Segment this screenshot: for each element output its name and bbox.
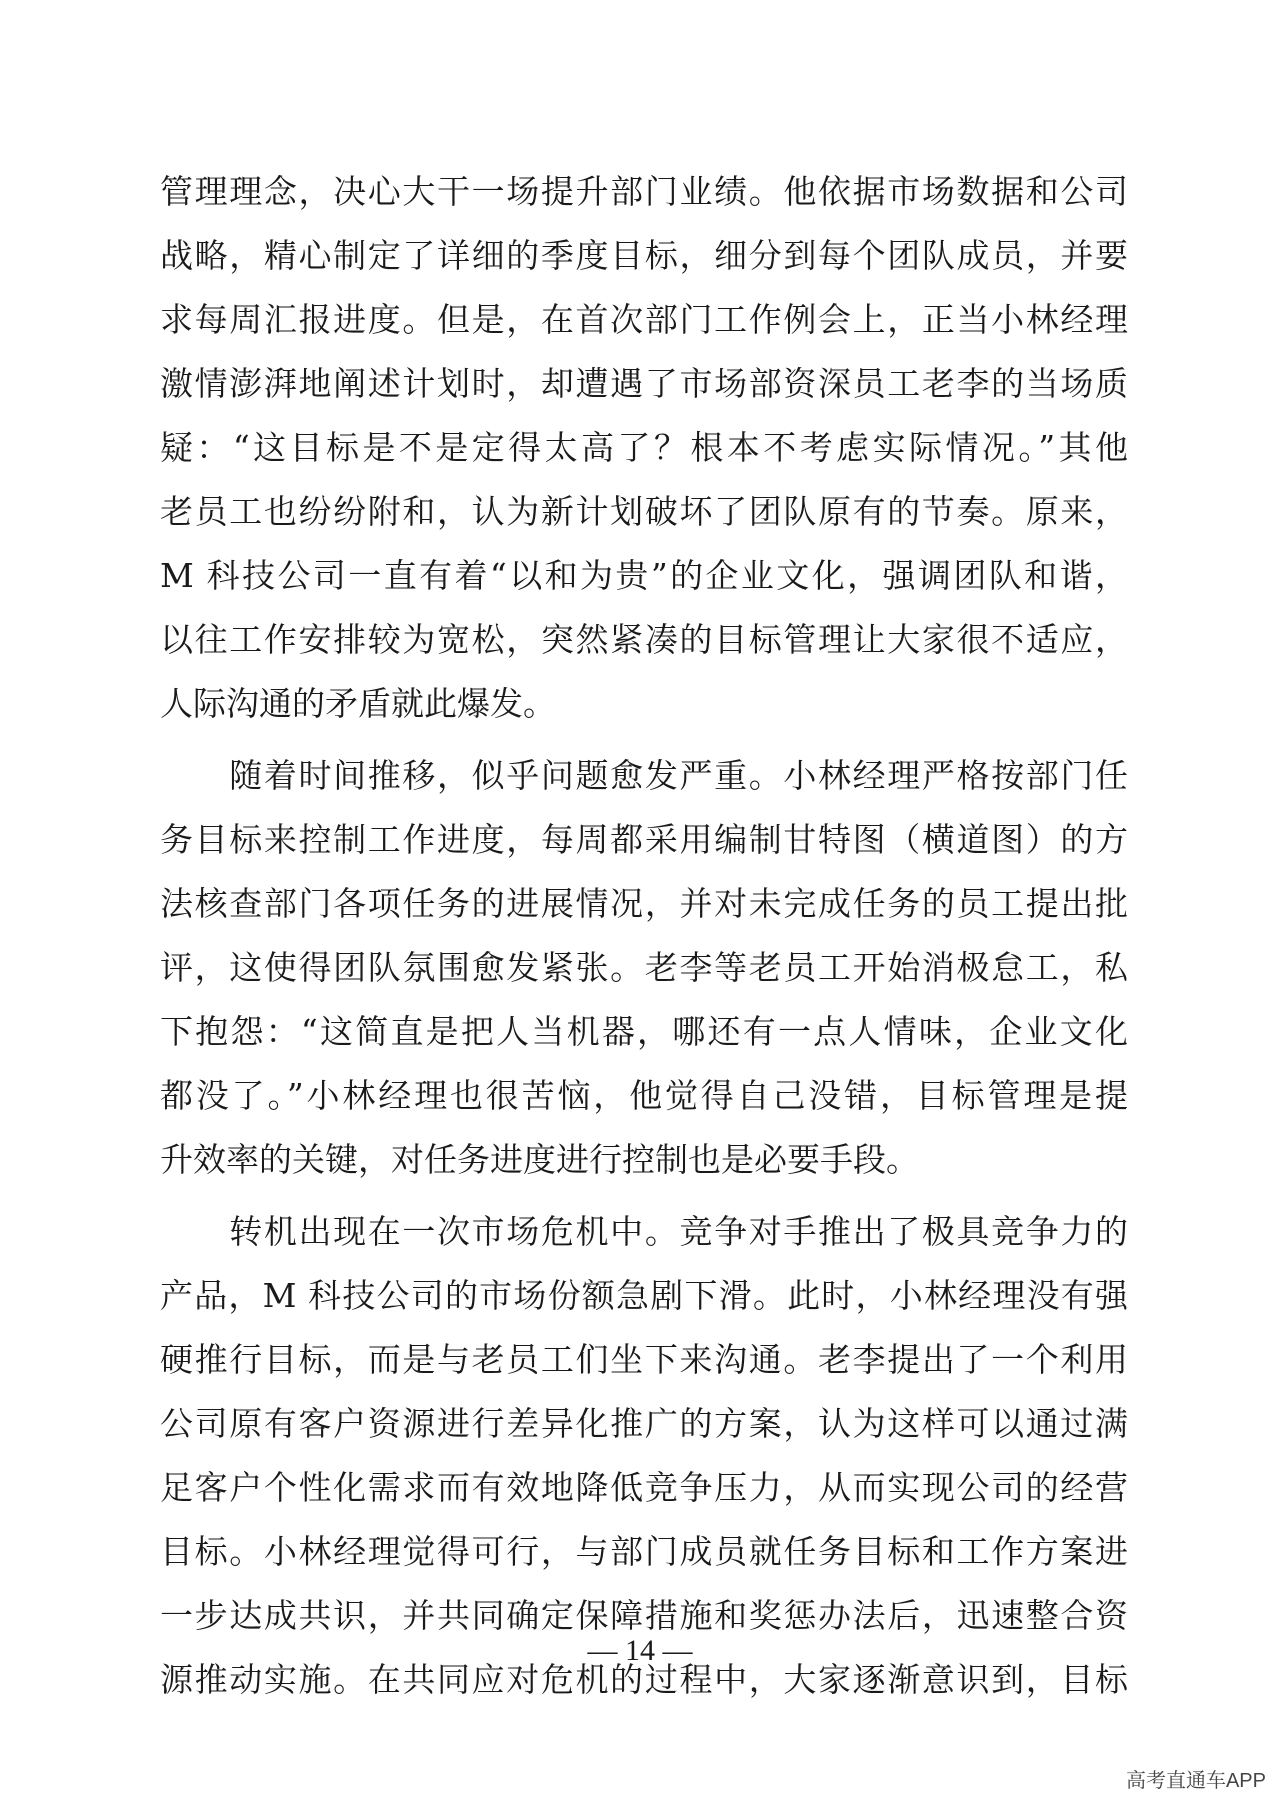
text-line: 下抱怨：“这简直是把人当机器，哪还有一点人情味，企业文化 (160, 1012, 1128, 1051)
text-line: 管理理念，决心大干一场提升部门业绩。他依据市场数据和公司 (160, 172, 1128, 211)
paragraph-2 (160, 744, 1128, 1192)
text-line: 激情澎湃地阐述计划时，却遭遇了市场部资深员工老李的当场质 (160, 364, 1128, 403)
text-line: 评，这使得团队氛围愈发紧张。老李等老员工开始消极怠工，私 (160, 948, 1128, 987)
text-line: 法核查部门各项任务的进展情况，并对未完成任务的员工提出批 (160, 884, 1128, 923)
text-line: 源推动实施。在共同应对危机的过程中，大家逐渐意识到，目标 (160, 1660, 1128, 1699)
text-line: 人际沟通的矛盾就此爆发。 (160, 684, 556, 723)
text-line: 转机出现在一次市场危机中。竞争对手推出了极具竞争力的 (160, 1212, 1128, 1251)
text-line: 以往工作安排较为宽松，突然紧凑的目标管理让大家很不适应， (160, 620, 1128, 659)
text-line: 公司原有客户资源进行差异化推广的方案，认为这样可以通过满 (160, 1404, 1128, 1443)
paragraph-1 (160, 160, 1128, 736)
text-line: 随着时间推移，似乎问题愈发严重。小林经理严格按部门任 (160, 756, 1128, 795)
document-body (160, 160, 1128, 1712)
text-line: 求每周汇报进度。但是，在首次部门工作例会上，正当小林经理 (160, 300, 1128, 339)
page-number: — 14 — (587, 1634, 693, 1667)
text-line: 务目标来控制工作进度，每周都采用编制甘特图（横道图）的方 (160, 820, 1128, 859)
text-line: 一步达成共识，并共同确定保障措施和奖惩办法后，迅速整合资 (160, 1596, 1128, 1635)
text-line: 升效率的关键，对任务进度进行控制也是必要手段。 (160, 1140, 919, 1179)
text-line: 足客户个性化需求而有效地降低竞争压力，从而实现公司的经营 (160, 1468, 1128, 1507)
text-line: 战略，精心制定了详细的季度目标，细分到每个团队成员，并要 (160, 236, 1128, 275)
text-line: 疑：“这目标是不是定得太高了？根本不考虑实际情况。”其他 (160, 428, 1128, 467)
text-line: 硬推行目标，而是与老员工们坐下来沟通。老李提出了一个利用 (160, 1340, 1128, 1379)
text-line: 都没了。”小林经理也很苦恼，他觉得自己没错，目标管理是提 (160, 1076, 1128, 1115)
text-line: 产品，M 科技公司的市场份额急剧下滑。此时，小林经理没有强 (160, 1276, 1128, 1315)
text-line: M 科技公司一直有着“以和为贵”的企业文化，强调团队和谐， (160, 556, 1128, 595)
text-line: 老员工也纷纷附和，认为新计划破坏了团队原有的节奏。原来， (160, 492, 1128, 531)
watermark: 高考直通车APP (1125, 1770, 1266, 1792)
text-line: 目标。小林经理觉得可行，与部门成员就任务目标和工作方案进 (160, 1532, 1128, 1571)
